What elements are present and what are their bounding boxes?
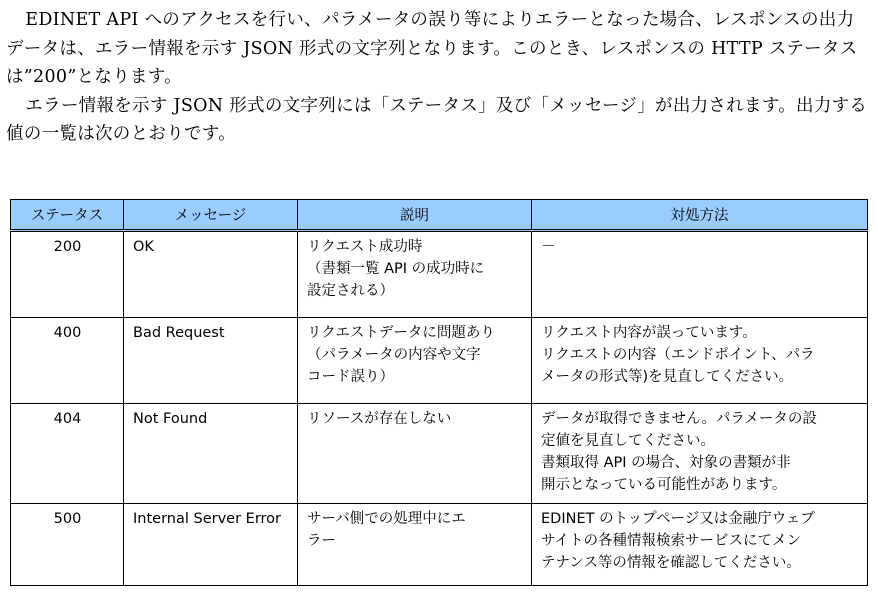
cell-action bbox=[532, 231, 868, 318]
action-line: － bbox=[541, 239, 556, 255]
cell-message: Bad Request bbox=[124, 318, 298, 404]
cell-message: Not Found bbox=[124, 404, 298, 504]
description-line: リクエスト成功時 bbox=[307, 239, 423, 255]
action-line: 書類取得 API の場合、対象の書類が非 bbox=[541, 455, 791, 471]
description-line: コード誤り） bbox=[307, 369, 394, 385]
action-line: サイトの各種情報検索サービスにてメン bbox=[541, 533, 801, 549]
cell-description bbox=[298, 231, 532, 318]
cell-action bbox=[532, 404, 868, 504]
intro-paragraph-2: エラー情報を示す JSON 形式の文字列には「ステータス」及び「メッセージ」が出力されます。出力する値の一覧は次のとおりです。 bbox=[6, 95, 868, 145]
action-line: 開示となっている可能性があります。 bbox=[541, 477, 787, 493]
cell-status: 400 bbox=[11, 318, 124, 404]
table-row bbox=[11, 504, 868, 586]
action-line: テナンス等の情報を確認してください。 bbox=[541, 555, 801, 571]
table-header-row bbox=[11, 200, 868, 231]
description-line: ラー bbox=[307, 533, 336, 549]
cell-description bbox=[298, 404, 532, 504]
intro-text bbox=[6, 6, 872, 149]
cell-message: Internal Server Error bbox=[124, 504, 298, 586]
header-status: ステータス bbox=[11, 200, 124, 231]
description-line: リソースが存在しない bbox=[307, 411, 452, 427]
description-line: （パラメータの内容や文字 bbox=[307, 347, 481, 363]
cell-action bbox=[532, 504, 868, 586]
header-description: 説明 bbox=[298, 200, 532, 231]
action-line: メータの形式等)を見直してください。 bbox=[541, 369, 794, 385]
intro-paragraph-1: EDINET API へのアクセスを行い、パラメータの誤り等によりエラーとなった場合、レスポンスの出力データは、エラー情報を示す JSON 形式の文字列となります。このとき、レスポンスの HTTP ステータスは”200”となります。 bbox=[6, 10, 858, 88]
description-line: サーバ側での処理中にエ bbox=[307, 511, 466, 527]
action-line: EDINET のトップページ又は金融庁ウェブ bbox=[541, 511, 815, 527]
error-status-table bbox=[10, 199, 868, 586]
action-line: リクエストの内容（エンドポイント、パラ bbox=[541, 347, 815, 363]
action-line: 定値を見直してください。 bbox=[541, 433, 715, 449]
cell-action bbox=[532, 318, 868, 404]
cell-status: 404 bbox=[11, 404, 124, 504]
action-line: データが取得できません。パラメータの設 bbox=[541, 411, 817, 427]
description-line: （書類一覧 API の成功時に bbox=[307, 261, 485, 277]
cell-description bbox=[298, 504, 532, 586]
cell-message: OK bbox=[124, 231, 298, 318]
cell-status: 200 bbox=[11, 231, 124, 318]
cell-description bbox=[298, 318, 532, 404]
header-action: 対処方法 bbox=[532, 200, 868, 231]
header-message: メッセージ bbox=[124, 200, 298, 231]
table-row bbox=[11, 404, 868, 504]
action-line: リクエスト内容が誤っています。 bbox=[541, 325, 757, 341]
cell-status: 500 bbox=[11, 504, 124, 586]
table-row bbox=[11, 318, 868, 404]
table-row bbox=[11, 231, 868, 318]
description-line: リクエストデータに問題あり bbox=[307, 325, 495, 341]
description-line: 設定される） bbox=[307, 283, 394, 299]
